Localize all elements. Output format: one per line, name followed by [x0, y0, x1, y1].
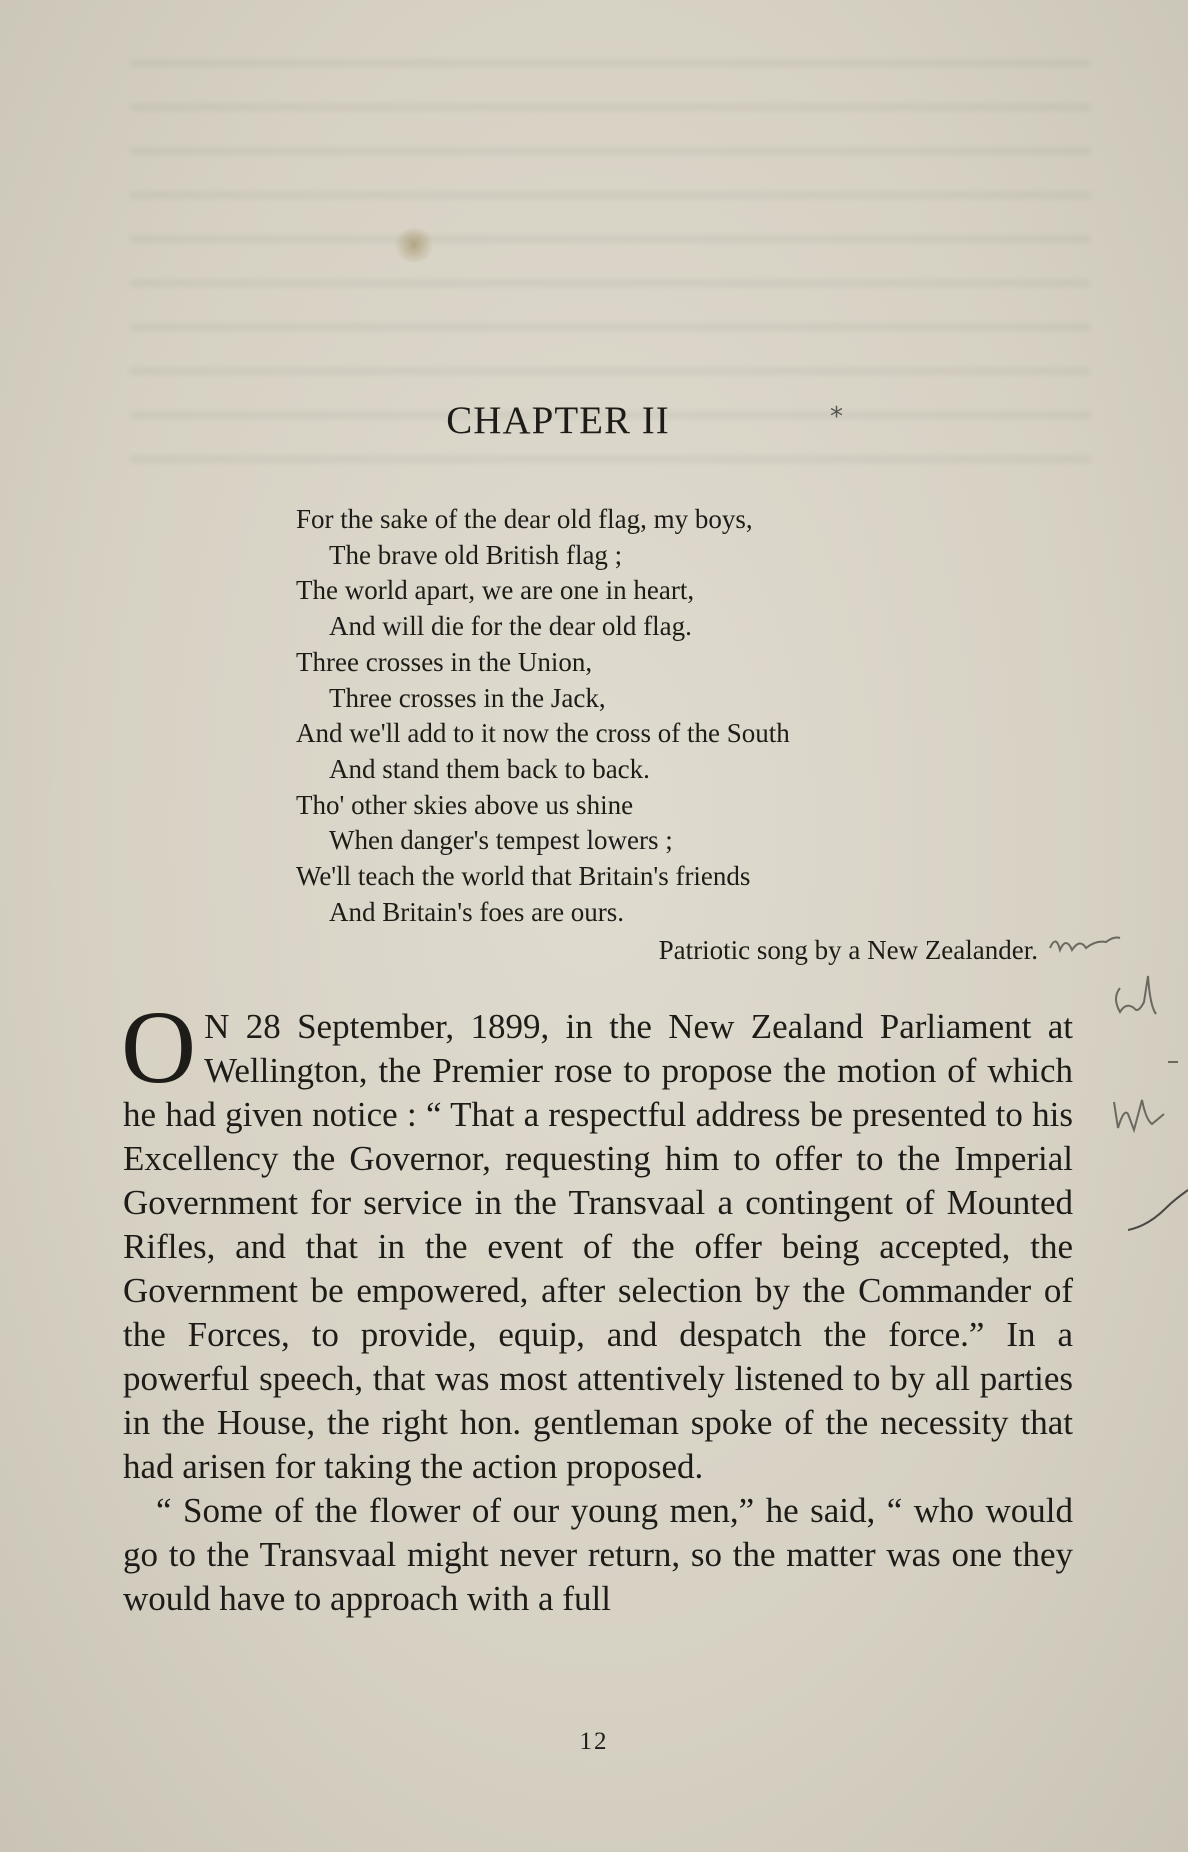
- poem-line: The brave old British flag ;: [329, 539, 623, 570]
- drop-cap: O: [121, 990, 197, 1105]
- scribble-2: [1116, 976, 1156, 1014]
- pencil-star-mark: *: [830, 402, 843, 432]
- margin-pencil-scribbles: [1030, 920, 1188, 1240]
- scribble-1: [1050, 938, 1120, 951]
- paper-stain: [392, 228, 436, 262]
- scribble-4: [1114, 1100, 1164, 1130]
- scribble-5: [1128, 1190, 1188, 1230]
- poem-line: And Britain's foes are ours.: [329, 896, 625, 927]
- poem-line: And will die for the dear old flag.: [329, 611, 692, 642]
- paragraph-2: “ Some of the flower of our young men,” he said, “ who would go to the Transvaal might never return, so the matter was one they would have to approach with a full: [123, 1491, 1073, 1618]
- poem-line: We'll teach the world that Britain's friends: [296, 861, 751, 892]
- chapter-title: CHAPTER II: [446, 399, 670, 442]
- paragraph-1: [121, 990, 1073, 1489]
- epigraph-poem: [296, 502, 1016, 930]
- page-number: 12: [579, 1728, 609, 1755]
- poem-line: The world apart, we are one in heart,: [296, 575, 695, 606]
- poem-line: For the sake of the dear old flag, my boys,: [296, 504, 753, 534]
- poem-line: Three crosses in the Jack,: [329, 682, 606, 713]
- body-text: [121, 990, 1073, 1621]
- paragraph-1-text: N 28 September, 1899, in the New Zealand Parliament at Wellington, the Premier rose to propose the motion of which he had given notice : “ That a respectful address be presented to his Excellency the Governor, requesting him to offer to the Imperial Government for service in the Transvaal a contingent of Mounted Rifles, and that in the event of the offer being accepted, the Government be empowered, after selection by the Commander of the Forces, to provide, equip, and despatch the force.” In a powerful speech, that was most attentively listened to by all parties in the House, the right hon. gentleman spoke of the necessity that had arisen for taking the action proposed.: [123, 1007, 1073, 1486]
- poem-line: Tho' other skies above us shine: [296, 789, 634, 820]
- epigraph-attribution: Patriotic song by a New Zealander.: [658, 935, 1038, 965]
- chapter-heading: [0, 398, 1188, 443]
- poem-line: And we'll add to it now the cross of the South: [296, 718, 790, 749]
- poem-line: Three crosses in the Union,: [296, 646, 593, 677]
- poem-line: When danger's tempest lowers ;: [329, 825, 673, 856]
- poem-line: And stand them back to back.: [329, 753, 650, 784]
